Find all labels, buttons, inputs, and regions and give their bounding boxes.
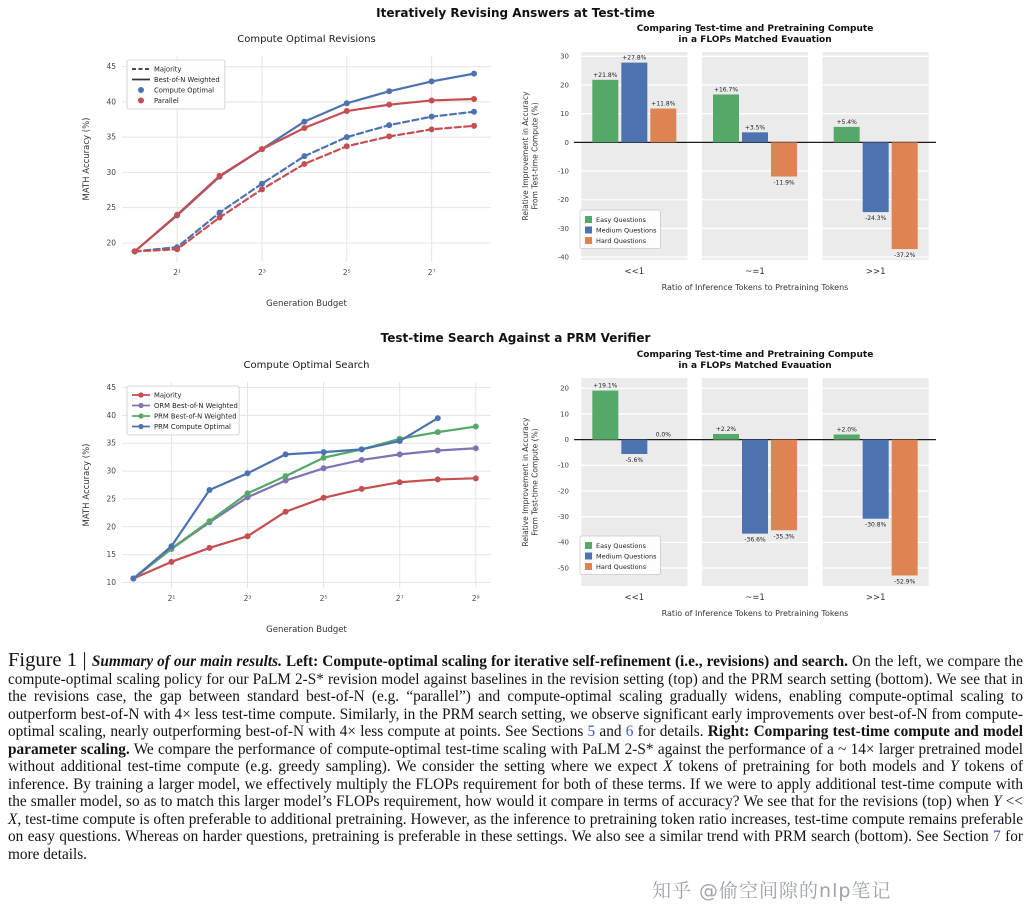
svg-text:2¹: 2¹ bbox=[167, 594, 176, 603]
caption-run: tokens of pretraining for both models and bbox=[672, 758, 951, 775]
svg-text:Medium Questions: Medium Questions bbox=[596, 226, 657, 235]
caption-run: X bbox=[663, 758, 673, 775]
caption-run: Right: Comparing test-time compute and model parameter scaling. bbox=[8, 723, 1023, 758]
svg-text:-30.8%: -30.8% bbox=[865, 521, 887, 529]
svg-text:Relative Improvement in Accura: Relative Improvement in Accuracy bbox=[521, 417, 530, 547]
svg-text:-35.3%: -35.3% bbox=[773, 533, 795, 541]
search-suptitle: Test-time Search Against a PRM Verifier bbox=[380, 331, 651, 345]
svg-text:>>1: >>1 bbox=[865, 593, 886, 603]
svg-text:-10: -10 bbox=[557, 461, 569, 470]
svg-text:0: 0 bbox=[564, 138, 569, 147]
svg-text:+5.4%: +5.4% bbox=[836, 118, 857, 126]
svg-text:in a FLOPs Matched Evauation: in a FLOPs Matched Evauation bbox=[678, 35, 832, 45]
line-chart-svg bbox=[78, 348, 503, 640]
svg-text:-30: -30 bbox=[557, 224, 569, 233]
svg-text:PRM Compute Optimal: PRM Compute Optimal bbox=[154, 422, 231, 431]
svg-text:45: 45 bbox=[106, 383, 116, 393]
svg-text:Compute Optimal Search: Compute Optimal Search bbox=[243, 360, 370, 371]
svg-text:From Test-time Compute (%): From Test-time Compute (%) bbox=[530, 428, 540, 536]
svg-text:15: 15 bbox=[106, 550, 116, 560]
caption-run: tokens of inference. By training a larger model, we effectively multiply the FLOPs requirement for both of these terms. If we were to apply additional test-time compute with the smaller model, so as to match this larger model’s FLOPs requirement, how would it compare in terms of accuracy? We see that for the revisions (top) when bbox=[8, 758, 1023, 810]
svg-text:-36.6%: -36.6% bbox=[744, 536, 766, 544]
svg-text:~=1: ~=1 bbox=[745, 267, 765, 277]
svg-text:-20: -20 bbox=[557, 487, 569, 496]
svg-text:Generation Budget: Generation Budget bbox=[266, 625, 347, 635]
svg-text:Ratio of Inference Tokens to P: Ratio of Inference Tokens to Pretraining Tokens bbox=[661, 283, 849, 292]
svg-text:-30: -30 bbox=[557, 513, 569, 522]
svg-text:2⁹: 2⁹ bbox=[471, 594, 480, 603]
svg-text:25: 25 bbox=[106, 494, 116, 504]
svg-text:-37.2%: -37.2% bbox=[894, 252, 916, 260]
svg-text:Hard Questions: Hard Questions bbox=[596, 237, 647, 245]
svg-text:40: 40 bbox=[106, 97, 116, 107]
caption-run: Left: Compute-optimal scaling for iterative self-refinement (i.e., revisions) and search. bbox=[285, 653, 848, 670]
caption-run: , test-time compute is often preferable to additional pretraining. However, as the inference to pretraining token ratio increases, test-time compute remains preferable on easy questions. Whereas on harder questions, pretraining is preferable in these settings. We also see a similar trend with PRM search (bottom). See Section bbox=[8, 810, 1023, 845]
bar-chart-svg bbox=[516, 344, 946, 640]
svg-text:Easy Questions: Easy Questions bbox=[596, 216, 646, 224]
svg-text:Comparing Test-time and Pretra: Comparing Test-time and Pretraining Compute bbox=[636, 350, 874, 360]
svg-text:20: 20 bbox=[106, 238, 116, 248]
svg-text:-40: -40 bbox=[557, 253, 569, 262]
svg-text:30: 30 bbox=[560, 52, 569, 61]
svg-text:30: 30 bbox=[106, 167, 116, 177]
svg-text:2¹: 2¹ bbox=[173, 268, 182, 277]
svg-text:40: 40 bbox=[106, 410, 116, 420]
svg-text:in a FLOPs Matched Evauation: in a FLOPs Matched Evauation bbox=[678, 361, 832, 371]
caption-run: Y bbox=[950, 758, 959, 775]
svg-text:Relative Improvement in Accura: Relative Improvement in Accuracy bbox=[521, 91, 530, 221]
svg-text:30: 30 bbox=[106, 466, 116, 476]
svg-text:20: 20 bbox=[106, 522, 116, 532]
svg-text:Medium Questions: Medium Questions bbox=[596, 552, 657, 561]
svg-text:-40: -40 bbox=[557, 538, 569, 547]
svg-text:2⁷: 2⁷ bbox=[395, 594, 404, 603]
svg-text:35: 35 bbox=[106, 438, 116, 448]
svg-text:20: 20 bbox=[560, 81, 569, 90]
svg-text:Ratio of Inference Tokens to P: Ratio of Inference Tokens to Pretraining Tokens bbox=[661, 609, 849, 618]
svg-text:Hard Questions: Hard Questions bbox=[596, 563, 647, 571]
svg-text:Compute Optimal Revisions: Compute Optimal Revisions bbox=[237, 34, 376, 45]
svg-text:-50: -50 bbox=[557, 564, 569, 573]
bar-chart-svg bbox=[516, 18, 946, 314]
svg-text:20: 20 bbox=[560, 384, 569, 393]
svg-text:Majority: Majority bbox=[154, 65, 182, 74]
svg-text:-20: -20 bbox=[557, 196, 569, 205]
revisions-flops-matched-bar-chart bbox=[516, 18, 946, 319]
svg-text:-11.9%: -11.9% bbox=[773, 179, 795, 187]
svg-text:-10: -10 bbox=[557, 167, 569, 176]
svg-text:+27.8%: +27.8% bbox=[622, 54, 647, 62]
svg-text:10: 10 bbox=[106, 577, 116, 587]
svg-text:2⁷: 2⁷ bbox=[427, 268, 436, 277]
svg-text:Comparing Test-time and Pretra: Comparing Test-time and Pretraining Compute bbox=[636, 24, 874, 34]
section-link[interactable]: 7 bbox=[993, 828, 1001, 845]
svg-text:-52.9%: -52.9% bbox=[894, 578, 916, 586]
svg-text:>>1: >>1 bbox=[865, 267, 886, 277]
svg-text:From Test-time Compute (%): From Test-time Compute (%) bbox=[530, 102, 540, 210]
svg-text:10: 10 bbox=[560, 410, 569, 419]
compute-optimal-revisions-chart bbox=[78, 22, 503, 319]
svg-text:+16.7%: +16.7% bbox=[713, 86, 739, 94]
caption-run: for more details. bbox=[8, 828, 1023, 863]
section-link[interactable]: 5 bbox=[587, 723, 596, 740]
svg-text:Best-of-N Weighted: Best-of-N Weighted bbox=[154, 75, 220, 84]
caption-run: We compare the performance of compute-optimal test-time scaling with PaLM 2-S* against the performance of a ~ 14× larger pretrained model without additional test-time compute (e.g. greedy sampling). We consider the setting where we expect bbox=[8, 740, 1024, 775]
svg-text:MATH Accuracy (%): MATH Accuracy (%) bbox=[82, 443, 92, 527]
svg-text:10: 10 bbox=[560, 110, 569, 119]
caption-run: X bbox=[8, 810, 18, 828]
svg-text:2³: 2³ bbox=[243, 594, 252, 603]
svg-text:0: 0 bbox=[564, 436, 569, 445]
svg-text:+2.0%: +2.0% bbox=[836, 426, 857, 434]
svg-text:+21.8%: +21.8% bbox=[593, 71, 618, 79]
svg-text:2⁵: 2⁵ bbox=[319, 594, 328, 603]
svg-text:+3.5%: +3.5% bbox=[744, 124, 766, 132]
svg-text:Majority: Majority bbox=[154, 391, 182, 400]
svg-text:~=1: ~=1 bbox=[745, 593, 765, 603]
figure-caption bbox=[8, 649, 1024, 863]
caption-run: and bbox=[595, 723, 626, 740]
svg-text:+19.1%: +19.1% bbox=[593, 382, 618, 390]
svg-text:-5.6%: -5.6% bbox=[625, 457, 644, 465]
svg-text:+2.2%: +2.2% bbox=[715, 425, 737, 433]
svg-text:<<1: <<1 bbox=[624, 593, 645, 603]
svg-text:2³: 2³ bbox=[258, 268, 266, 277]
svg-text:Generation Budget: Generation Budget bbox=[266, 299, 347, 309]
caption-run: On the left, we compare the compute-optimal scaling policy for our PaLM 2-S* revision model against baselines in the revision setting (top) and the PRM search setting (bottom). We see that in the revisions case, the gap between standard best-of-N (e.g. “parallel”) and compute-optimal scaling gradually widens, enabling compute-optimal scaling to outperform best-of-N with 4× less test-time compute. Similarly, in the PRM search setting, we observe significant early improvements over best-of-N from compute-optimal scaling, nearly outperforming best-of-N with 4× less compute at points. See Sections bbox=[8, 653, 1023, 740]
svg-text:Compute Optimal: Compute Optimal bbox=[154, 86, 215, 95]
svg-text:Parallel: Parallel bbox=[154, 96, 179, 105]
caption-run: Summary of our main results. bbox=[91, 653, 282, 670]
svg-text:0.0%: 0.0% bbox=[655, 431, 671, 439]
zhihu-watermark: 知乎 @偷空间隙的nlp笔记 bbox=[652, 880, 892, 902]
svg-text:<<1: <<1 bbox=[624, 267, 645, 277]
svg-text:25: 25 bbox=[106, 203, 116, 213]
caption-run: Y bbox=[993, 793, 1002, 810]
svg-text:ORM Best-of-N Weighted: ORM Best-of-N Weighted bbox=[154, 401, 238, 410]
svg-text:45: 45 bbox=[106, 62, 116, 72]
revisions-suptitle: Iteratively Revising Answers at Test-time bbox=[376, 6, 655, 20]
svg-text:+11.8%: +11.8% bbox=[651, 100, 676, 108]
compute-optimal-search-chart bbox=[78, 348, 503, 645]
svg-text:PRM Best-of-N Weighted: PRM Best-of-N Weighted bbox=[154, 412, 237, 421]
svg-text:MATH Accuracy (%): MATH Accuracy (%) bbox=[82, 117, 92, 201]
search-flops-matched-bar-chart bbox=[516, 344, 946, 645]
svg-text:-24.3%: -24.3% bbox=[865, 215, 887, 223]
caption-run: for details. bbox=[633, 723, 708, 740]
svg-text:35: 35 bbox=[106, 132, 116, 142]
svg-text:2⁵: 2⁵ bbox=[342, 268, 351, 277]
svg-text:Easy Questions: Easy Questions bbox=[596, 542, 646, 550]
line-chart-svg bbox=[78, 22, 503, 314]
caption-run: << bbox=[1001, 793, 1023, 810]
caption-run: Figure 1 | bbox=[8, 649, 92, 671]
section-link[interactable]: 6 bbox=[625, 723, 634, 740]
